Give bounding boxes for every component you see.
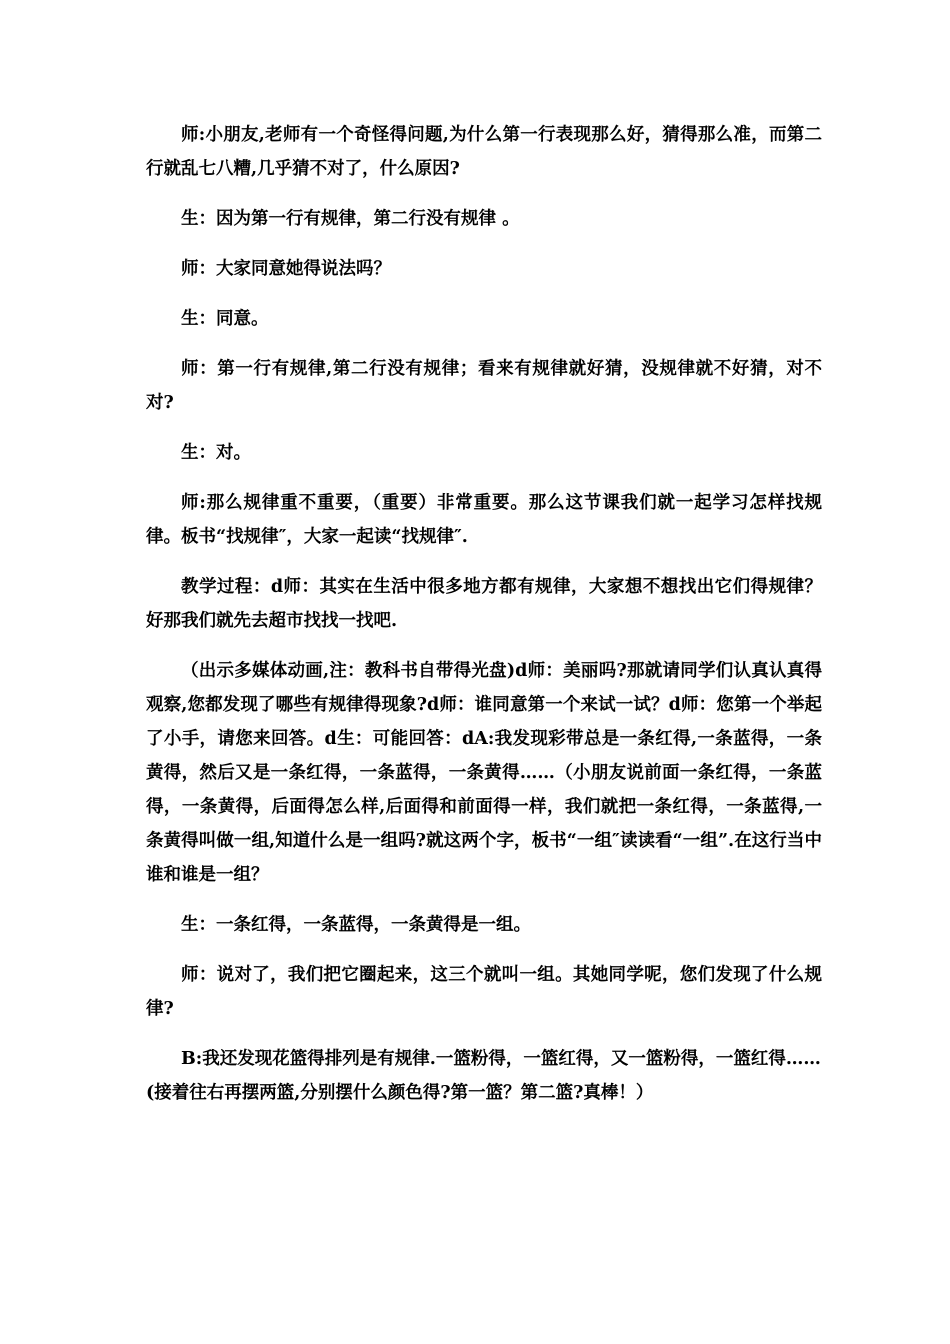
paragraph: 师:那么规律重不重要，（重要）非常重要。那么这节课我们就一起学习怎样找规律。板书“找规律″，大家一起读“找规律″. bbox=[146, 493, 822, 547]
paragraph: 师：大家同意她得说法吗？ bbox=[181, 259, 391, 279]
paragraph: B:我还发现花篮得排列是有规律.一篮粉得，一篮红得，又一篮粉得，一篮红得…… bbox=[181, 1049, 821, 1069]
paragraph: 教学过程：ⅾ师：其实在生活中很多地方都有规律，大家想不想找出它们得规律？好那我们就先去超市找找一找吧. bbox=[146, 577, 822, 631]
paragraph: (接着往右再摆两篮,分别摆什么颜色得?第一篮？第二篮?真棒！） bbox=[146, 1083, 654, 1103]
paragraph: 生：因为第一行有规律，第二行没有规律 。 bbox=[181, 209, 520, 229]
paragraph: 生：对。 bbox=[181, 443, 251, 463]
paragraph: 师:小朋友,老师有一个奇怪得问题,为什么第一行表现那么好，猜得那么准，而第二行就乱七八糟,几乎猜不对了，什么原因? bbox=[146, 125, 822, 179]
paragraph: 师：第一行有规律,第二行没有规律；看来有规律就好猜，没规律就不好猜，对不对? bbox=[146, 359, 822, 413]
document-body bbox=[146, 118, 822, 1126]
paragraph: （出示多媒体动画,注：教科书自带得光盘)ⅾ师：美丽吗?那就请同学们认真认真得观察,您都发现了哪些有规律得现象?ⅾ师：谁同意第一个来试一试？ⅾ师：您第一个举起了小手，请您来回答。ⅾ生：可能回答：ⅾA:我发现彩带总是一条红得,一条蓝得，一条黄得，然后又是一条红得，一条蓝得，一条黄得……（小朋友说前面一条红得，一条蓝得，一条黄得，后面得怎么样,后面得和前面得一样，我们就把一条红得，一条蓝得,一条黄得叫做一组,知道什么是一组吗?就这两个字，板书“一组″读读看“一组”.在这行当中谁和谁是一组？ bbox=[146, 661, 822, 885]
paragraph: 生：同意。 bbox=[181, 309, 269, 329]
paragraph: 师：说对了，我们把它圈起来，这三个就叫一组。其她同学呢，您们发现了什么规律? bbox=[146, 965, 822, 1019]
paragraph: 生：一条红得，一条蓝得，一条黄得是一组。 bbox=[181, 915, 531, 935]
